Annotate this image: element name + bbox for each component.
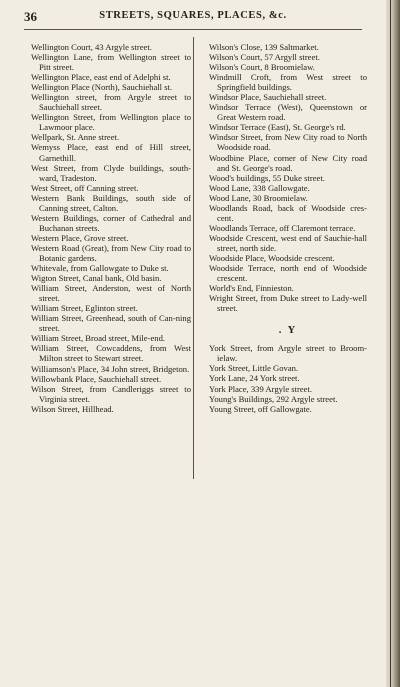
street-entry: West Street, off Canning street.	[31, 182, 139, 193]
street-entry: Woodlands Terrace, off Claremont terrace.	[209, 222, 356, 233]
street-entry: William Street, Eglinton street.	[31, 303, 138, 314]
street-entry: William Street, Greenhead, south of Can-ning street.	[31, 313, 191, 334]
page-number: 36	[24, 9, 37, 24]
street-entry: Wilson's Court, 8 Broomielaw.	[209, 62, 315, 73]
street-entry: Windmill Croft, from West street to Springfield buildings.	[209, 72, 367, 93]
street-entry: William Street, Broad street, Mile-end.	[31, 333, 166, 344]
running-title: STREETS, SQUARES, PLACES, &c.	[99, 10, 287, 21]
left-column	[31, 42, 191, 414]
book-gutter	[386, 0, 400, 687]
street-entry: West Street, from Clyde buildings, south-ward, Tradeston.	[31, 162, 191, 183]
y-entries	[209, 343, 367, 413]
header-rule	[24, 29, 362, 30]
street-entry: Wigton Street, Canal bank, Old basin.	[31, 273, 162, 284]
street-entry: Western Buildings, corner of Cathedral and Buchanan streets.	[31, 212, 191, 233]
street-entry: York Lane, 24 York street.	[209, 373, 300, 384]
street-entry: Whitevale, from Gallowgate to Duke st.	[31, 263, 169, 274]
section-letter-y: . Y	[278, 325, 298, 337]
street-entry: Windsor Terrace (West), Queenstown or Great Western road.	[209, 102, 367, 123]
street-entry: Woodbine Place, corner of New City road and St. George's road.	[209, 152, 367, 173]
street-entry: Wilson's Court, 57 Argyll street.	[209, 52, 320, 63]
street-entry: York Street, Little Govan.	[209, 363, 299, 374]
column-divider	[193, 37, 194, 479]
street-entry: Western Place, Grove street.	[31, 232, 129, 243]
street-entry: Wemyss Place, east end of Hill street, Garnethill.	[31, 142, 191, 163]
right-column	[209, 42, 367, 414]
street-entry: Wright Street, from Duke street to Lady-well street.	[209, 293, 367, 314]
street-entry: Wood Lane, 30 Broomielaw.	[209, 192, 308, 203]
street-entry: Wellington street, from Argyle street to Sauchiehall street.	[31, 92, 191, 113]
street-entry: York Street, from Argyle street to Broom-ielaw.	[209, 343, 367, 364]
street-entry: Woodside Crescent, west end of Sauchie-hall street, north side.	[209, 232, 367, 253]
street-entry: Woodside Terrace, north end of Woodside crescent.	[209, 263, 367, 284]
street-entry: Wellington Place, east end of Adelphi st.	[31, 72, 171, 83]
street-entry: William Street, Anderston, west of North street.	[31, 283, 191, 304]
street-entry: Wood's buildings, 55 Duke street.	[209, 172, 325, 183]
street-entry: Wilson Street, from Candleriggs street to Virginia street.	[31, 383, 191, 404]
street-entry: Williamson's Place, 34 John street, Bridgeton.	[31, 363, 190, 374]
street-entry: Young Street, off Gallowgate.	[209, 403, 312, 414]
street-entry: Wellpark, St. Anne street.	[31, 132, 120, 143]
street-entry: Woodlands Road, back of Woodside cres-cent.	[209, 202, 367, 223]
street-entry: World's End, Finnieston.	[209, 283, 294, 294]
street-entry: Willowbank Place, Sauchiehall street.	[31, 373, 162, 384]
gutter-edge	[390, 0, 391, 687]
street-entry: Young's Buildings, 292 Argyle street.	[209, 393, 338, 404]
street-entry: Western Bank Buildings, south side of Canning street, Calton.	[31, 192, 191, 213]
street-entry: Wellington Lane, from Wellington street to Pitt street.	[31, 52, 191, 73]
street-entry: Windsor Street, from New City road to North Woodside road.	[209, 132, 367, 153]
street-entry: Wilson's Close, 139 Saltmarket.	[209, 42, 319, 52]
street-entry: Wellington Court, 43 Argyle street.	[31, 42, 152, 52]
street-entry: York Place, 339 Argyle street.	[209, 383, 313, 394]
street-entry: Windsor Place, Sauchiehall street.	[209, 92, 327, 103]
street-entry: Wood Lane, 338 Gallowgate.	[209, 182, 310, 193]
w-entries	[209, 42, 367, 313]
page-header	[24, 9, 362, 25]
street-entry: Windsor Terrace (East), St. George's rd.	[209, 122, 346, 133]
street-entry: Wilson Street, Hillhead.	[31, 403, 114, 414]
street-entry: Wellington Place (North), Sauchiehall st.	[31, 82, 173, 93]
street-entry: Woodside Place, Woodside crescent.	[209, 252, 335, 263]
street-entry: Western Road (Great), from New City road to Botanic gardens.	[31, 242, 191, 263]
street-entry: William Street, Cowcaddens, from West Milton street to Stewart street.	[31, 343, 191, 364]
street-entry: Wellington Street, from Wellington place to Lawmoor place.	[31, 112, 191, 133]
